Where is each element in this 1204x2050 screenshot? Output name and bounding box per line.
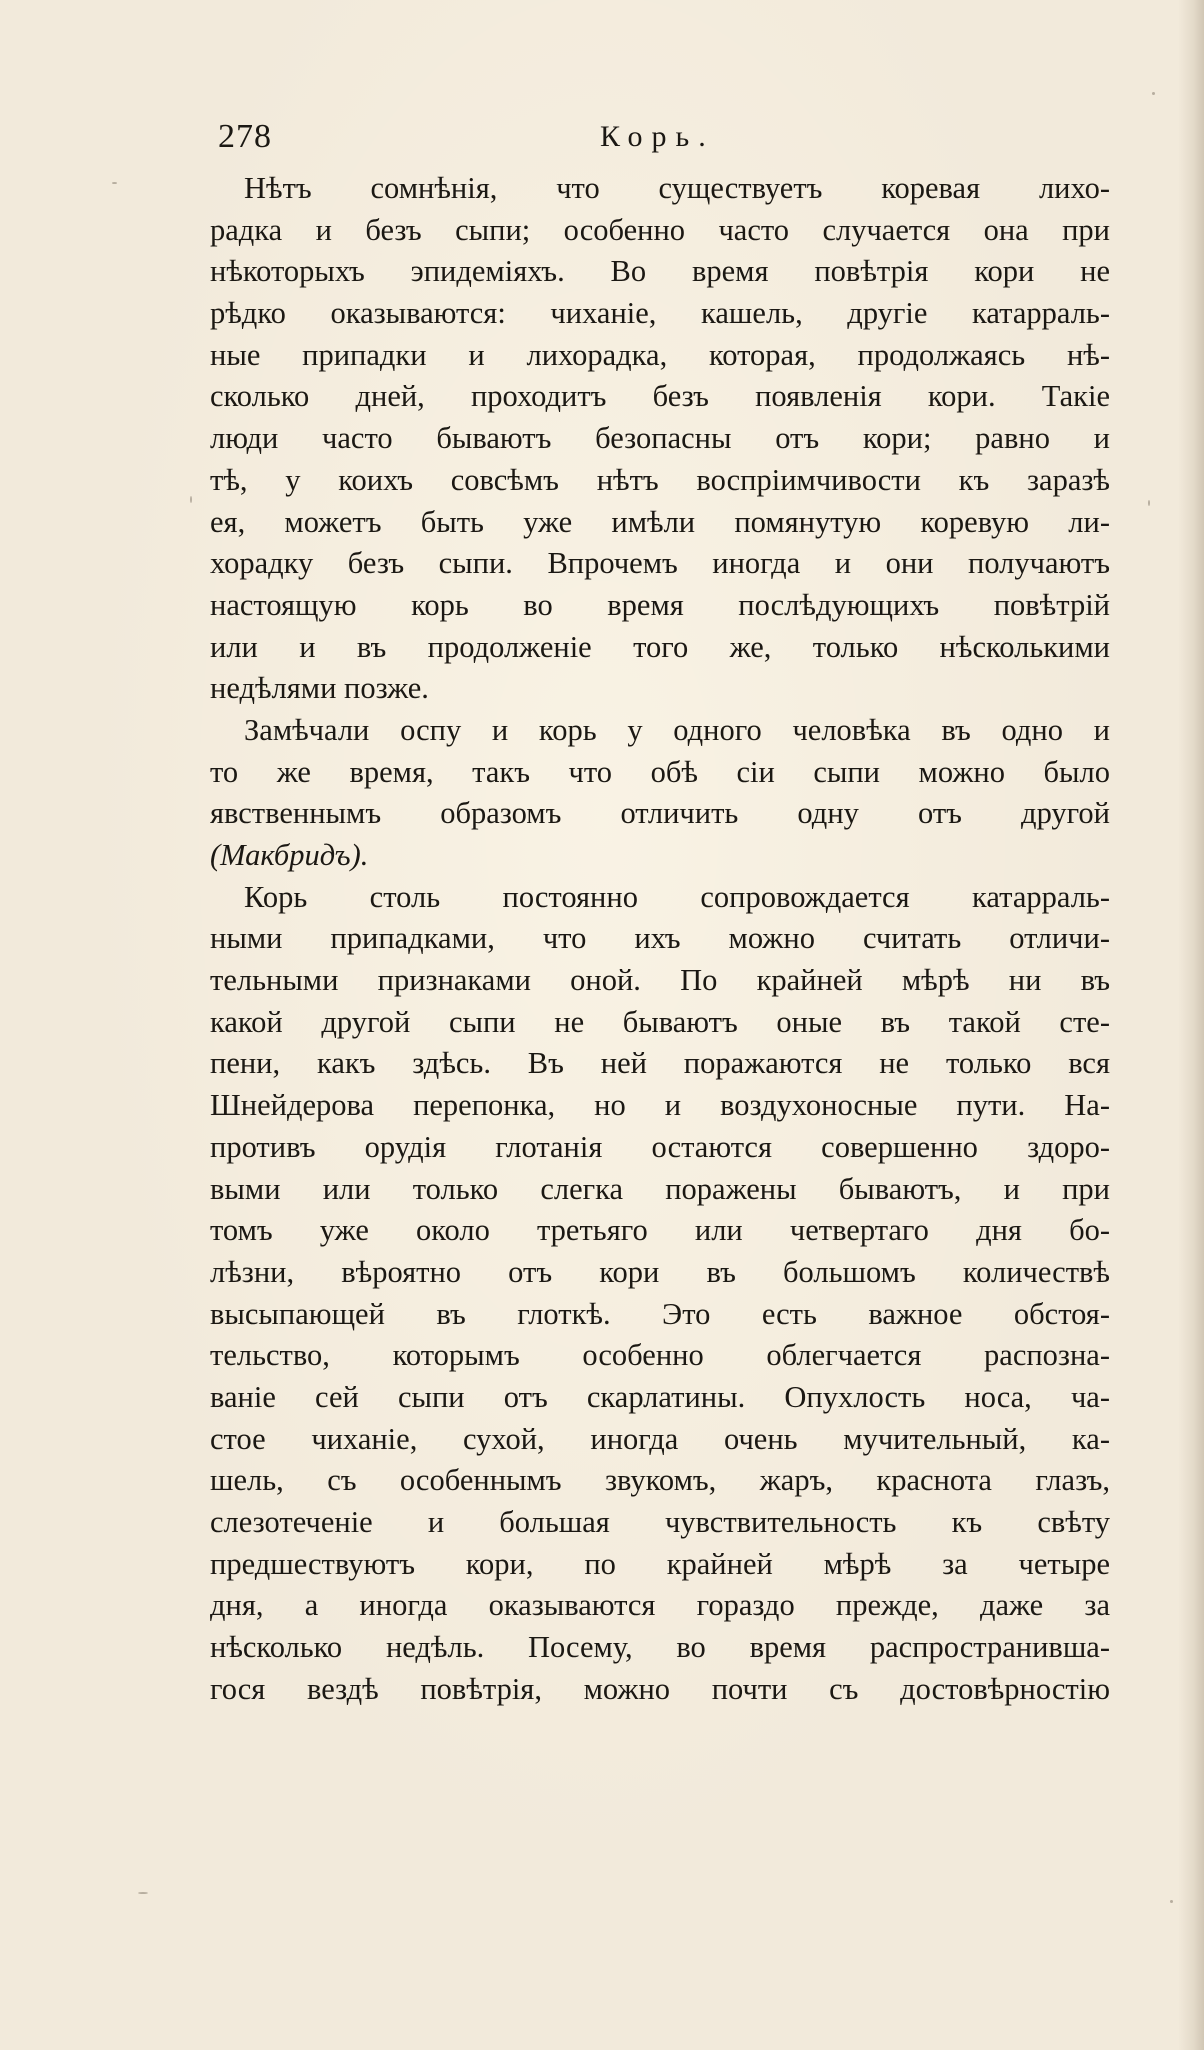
text-line: шель, съ особеннымъ звукомъ, жаръ, краснота глазъ,: [210, 1463, 1110, 1498]
text-line: пени, какъ здѣсь. Въ ней поражаются не только вся: [210, 1046, 1110, 1081]
text-line: явственнымъ образомъ отличить одну отъ другой: [210, 796, 1110, 831]
page-edge-shadow: [1178, 0, 1204, 2050]
scan-speck: [138, 1892, 148, 1894]
text-line: ваніе сей сыпи отъ скарлатины. Опухлость носа, ча-: [210, 1379, 1110, 1414]
page-number: 278: [218, 118, 272, 155]
text-line: какой другой сыпи не бываютъ оные въ такой сте-: [210, 1004, 1110, 1039]
text-line: ея, можетъ быть уже имѣли помянутую коревую ли-: [210, 504, 1110, 539]
text-line: хорадку безъ сыпи. Впрочемъ иногда и они получаютъ: [210, 546, 1110, 581]
text-line: Нѣтъ сомнѣнія, что существуетъ коревая лихо-: [244, 171, 1110, 205]
text-line: выми или только слегка поражены бываютъ, и при: [210, 1171, 1110, 1206]
text-line: недѣлями позже.: [210, 671, 429, 706]
text-line: настоящую корь во время послѣдующихъ повѣтрій: [210, 587, 1110, 622]
citation-line: (Макбридъ).: [210, 838, 369, 872]
text-line: слезотеченіе и большая чувствительность къ свѣту: [210, 1505, 1110, 1539]
text-line: ные припадки и лихорадка, которая, продолжаясь нѣ-: [210, 337, 1110, 372]
text-line: дня, а иногда оказываются гораздо прежде, даже за: [210, 1588, 1110, 1623]
body-text: [210, 168, 1110, 1710]
text-line: радка и безъ сыпи; особенно часто случается она при: [210, 212, 1110, 247]
scan-speck: [1148, 500, 1150, 506]
scan-speck: [1170, 1900, 1173, 1903]
text-line: ными припадками, что ихъ можно считать отличи-: [210, 921, 1110, 956]
text-line: тѣ, у коихъ совсѣмъ нѣтъ воспріимчивости къ заразѣ: [210, 462, 1110, 497]
text-line: сколько дней, проходитъ безъ появленія кори. Такіе: [210, 379, 1110, 414]
text-line: томъ уже около третьяго или четвертаго дня бо-: [210, 1213, 1110, 1248]
text-line: то же время, такъ что обѣ сіи сыпи можно было: [210, 754, 1110, 789]
scan-speck: [190, 496, 192, 503]
text-line: гося вездѣ повѣтрія, можно почти съ достовѣрностію: [210, 1671, 1110, 1706]
text-line: предшествуютъ кори, по крайней мѣрѣ за четыре: [210, 1546, 1110, 1581]
text-line: люди часто бываютъ безопасны отъ кори; равно и: [210, 421, 1110, 456]
text-line: лѣзни, вѣроятно отъ кори въ большомъ количествѣ: [210, 1254, 1110, 1289]
text-line: Корь столь постоянно сопровождается катарраль-: [244, 879, 1110, 914]
text-line: Замѣчали оспу и корь у одного человѣка въ одно и: [244, 712, 1110, 747]
text-line: нѣкоторыхъ эпидеміяхъ. Во время повѣтрія кори не: [210, 254, 1110, 289]
scan-speck: [1152, 92, 1155, 95]
text-line: рѣдко оказываются: чиханіе, кашель, другіе катарраль-: [210, 296, 1110, 331]
text-line: нѣсколько недѣль. Посему, во время распространивша-: [210, 1630, 1110, 1665]
text-line: противъ орудія глотанія остаются совершенно здоро-: [210, 1129, 1110, 1164]
text-line: тельными признаками оной. По крайней мѣрѣ ни въ: [210, 963, 1110, 998]
page-header: [218, 118, 1068, 168]
running-title: Корь.: [600, 120, 715, 153]
text-line: высыпающей въ глоткѣ. Это есть важное обстоя-: [210, 1296, 1110, 1331]
text-line: стое чиханіе, сухой, иногда очень мучительный, ка-: [210, 1421, 1110, 1456]
scan-speck: [112, 182, 117, 184]
text-line: тельство, которымъ особенно облегчается распозна-: [210, 1338, 1110, 1373]
text-line: или и въ продолженіе того же, только нѣсколькими: [210, 629, 1110, 664]
text-line: Шнейдерова перепонка, но и воздухоносные пути. На-: [210, 1088, 1110, 1123]
